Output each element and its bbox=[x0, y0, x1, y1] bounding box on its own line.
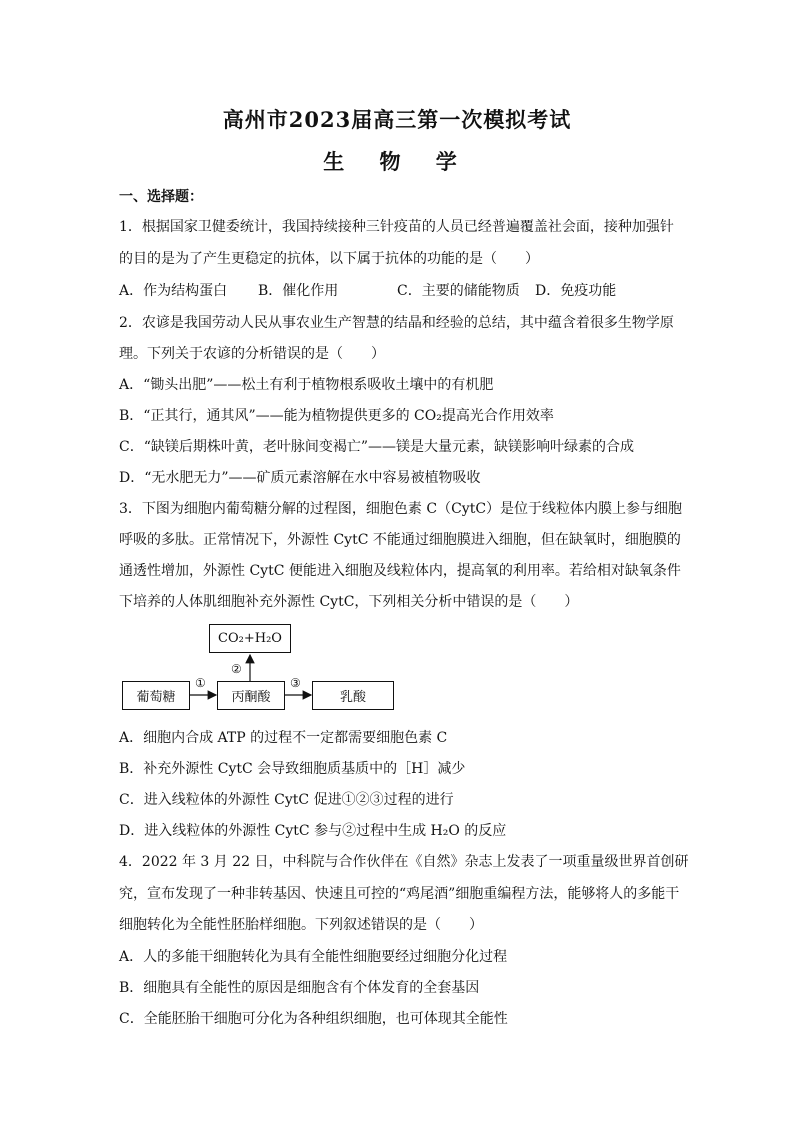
q2-option-c: C．“缺镁后期株叶黄，老叶脉间变褐亡”——镁是大量元素，缺镁影响叶绿素的合成 bbox=[119, 439, 635, 455]
lactate-box: 乳酸 bbox=[312, 681, 394, 710]
q4-option-a: A．人的多能干细胞转化为具有全能性细胞要经过细胞分化过程 bbox=[119, 949, 508, 965]
q1-option-a: A．作为结构蛋白 bbox=[119, 283, 228, 299]
glucose-box: 葡萄糖 bbox=[122, 681, 190, 710]
q2-option-b: B．“正其行，通其风”——能为植物提供更多的 CO₂提高光合作用效率 bbox=[119, 408, 554, 424]
q4-option-b: B．细胞具有全能性的原因是细胞含有个体发育的全套基因 bbox=[119, 980, 480, 996]
q3-stem-line4: 下培养的人体肌细胞补充外源性 CytC，下列相关分析中错误的是（ ） bbox=[119, 594, 579, 610]
subject-title: 生 物 学 bbox=[323, 149, 471, 174]
q3-option-b: B．补充外源性 CytC 会导致细胞质基质中的［H］减少 bbox=[119, 761, 466, 777]
q1-option-c: C．主要的储能物质 bbox=[397, 283, 520, 299]
exam-title: 高州市2023届高三第一次模拟考试 bbox=[222, 107, 572, 132]
q3-stem-line1: 3．下图为细胞内葡萄糖分解的过程图，细胞色素 C（CytC）是位于线粒体内膜上参与细胞 bbox=[119, 501, 683, 517]
q3-option-c: C．进入线粒体的外源性 CytC 促进①②③过程的进行 bbox=[119, 792, 454, 808]
q4-stem-line1: 4．2022 年 3 月 22 日，中科院与合作伙伴在《自然》杂志上发表了一项重量级世界首创研 bbox=[119, 854, 689, 870]
q4-option-c: C．全能胚胎干细胞可分化为各种组织细胞，也可体现其全能性 bbox=[119, 1011, 508, 1027]
q1-option-d: D．免疫功能 bbox=[535, 283, 617, 299]
q3-option-a: A．细胞内合成 ATP 的过程不一定都需要细胞色素 C bbox=[119, 730, 448, 746]
q1-option-b: B．催化作用 bbox=[258, 283, 339, 299]
q3-stem-line3: 通透性增加，外源性 CytC 便能进入细胞及线粒体内，提高氧的利用率。若给相对缺氧条件 bbox=[119, 563, 681, 579]
section-heading: 一、选择题： bbox=[119, 189, 203, 205]
q4-stem-line3: 细胞转化为全能性胚胎样细胞。下列叙述错误的是（ ） bbox=[119, 917, 483, 933]
step1-label: ① bbox=[195, 676, 206, 690]
step2-label: ② bbox=[231, 662, 242, 676]
pyruvate-box: 丙酮酸 bbox=[217, 681, 285, 710]
glucose-breakdown-diagram bbox=[119, 622, 419, 714]
q2-option-a: A．“锄头出肥”——松土有利于植物根系吸收土壤中的有机肥 bbox=[119, 377, 494, 393]
q2-stem-line2: 理。下列关于农谚的分析错误的是（ ） bbox=[119, 346, 385, 362]
q4-stem-line2: 究，宣布发现了一种非转基因、快速且可控的“鸡尾酒”细胞重编程方法，能够将人的多能干 bbox=[119, 886, 680, 902]
step3-label: ③ bbox=[290, 676, 301, 690]
q3-stem-line2: 呼吸的多肽。正常情况下，外源性 CytC 不能通过细胞膜进入细胞，但在缺氧时，细胞膜的 bbox=[119, 532, 681, 548]
q1-stem-line2: 的目的是为了产生更稳定的抗体，以下属于抗体的功能的是（ ） bbox=[119, 251, 539, 267]
q3-option-d: D．进入线粒体的外源性 CytC 参与②过程中生成 H₂O 的反应 bbox=[119, 823, 507, 839]
co2-water-box: CO₂+H₂O bbox=[209, 624, 291, 653]
q2-option-d: D．“无水肥无力”——矿质元素溶解在水中容易被植物吸收 bbox=[119, 470, 481, 486]
q1-stem-line1: 1．根据国家卫健委统计，我国持续接种三针疫苗的人员已经普遍覆盖社会面，接种加强针 bbox=[119, 219, 674, 235]
q2-stem-line1: 2．农谚是我国劳动人民从事农业生产智慧的结晶和经验的总结，其中蕴含着很多生物学原 bbox=[119, 315, 674, 331]
